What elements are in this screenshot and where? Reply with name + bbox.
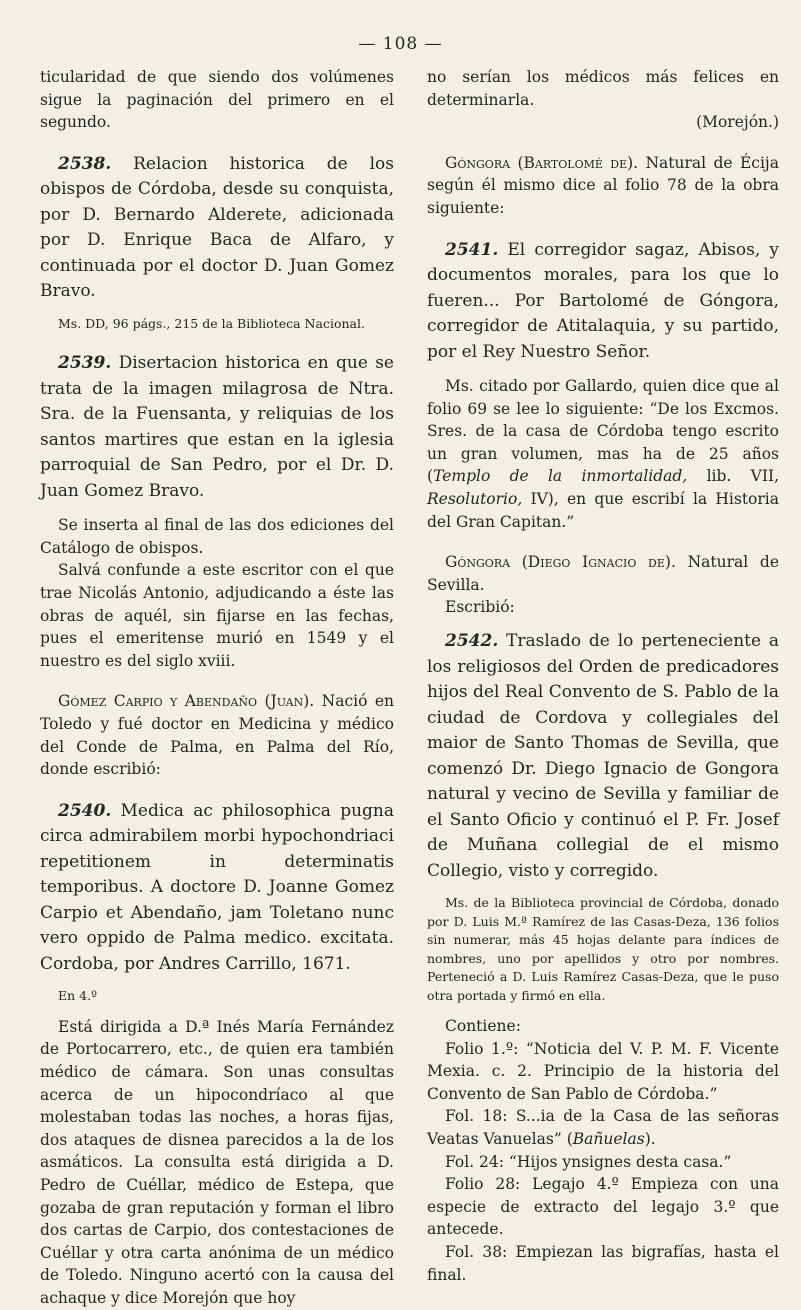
entry-text: Disertacion historica en que se trata de la imagen milagrosa de Ntra. Sra. de la Fuensanta, y reliquias de los santos martires que estan en la iglesia parroquial de San Pedro, por el Dr. D. Juan Gomez Bravo. [40,353,394,501]
folio-text: ). [644,1129,656,1148]
entry-number: 2541. [445,239,499,260]
entry-text: Traslado de lo perteneciente a los religiosos del Orden de predicadores hijos del Real Convento de S. Pablo de la ciudad de Cordova y collegiales del maior de Santo Thomas de Sevilla, que comenzó Dr. Diego Ignacio de Gongora natural y vecino de Sevilla y familiar de el Santo Oficio y continuó el P. Fr. Josef de Muñana collegial de el mismo Collegio, visto y corregido. [427,631,780,881]
entry-2540 [40,799,394,978]
note-paragraph: Salvá confunde a este escritor con el que trae Nicolás Antonio, adjudicando a éste las obras de aquél, sin fijarse en las fechas, pues el emeritense murió en 1549 y el nuestro es del siglo xviii. [40,561,394,670]
note-text: lib. VII, [687,467,779,486]
work-title: Bañuelas [572,1129,645,1148]
continuation-paragraph: no serían los médicos más felices en determinarla. [427,68,779,109]
folio-text: Fol. 18: S...ia de la Casa de las señoras Veatas Vanuelas” ( [427,1107,779,1148]
source-citation: (Morejón.) [696,113,779,132]
author-text: Nació en Toledo y fué doctor en Medicina y médico del Conde de Palma, en Palma del Río, donde escribió: [40,692,394,779]
entry-2542 [427,629,779,884]
folio-item: Fol. 38: Empiezan las bigrafías, hasta el final. [427,1242,779,1284]
note-text: IV), en que escribí la Historia del Gran Capitan.” [427,490,779,531]
left-column [40,66,394,1310]
entry-text: Relacion historica de los obispos de Córdoba, desde su conquista, por D. Bernardo Alderete, adicionada por D. Enrique Baca de Alfaro, y continuada por el doctor D. Juan Gomez Bravo. [40,153,395,302]
entry-number: 2538. [58,153,112,174]
author-name: Gómez Carpio y Abendaño (Juan). [58,692,315,711]
folio-item: Fol. 24: “Hijos ynsignes desta casa.” [445,1152,732,1171]
page-number: — 108 — [358,34,443,54]
author-entry-gongora-bartolome [427,152,779,220]
entry-number: 2540. [58,800,112,821]
escribio-label: Escribió: [445,598,515,617]
author-text: Natural de Écija según él mismo dice al folio 78 de la obra siguiente: [427,153,779,217]
entry-2541 [427,238,779,366]
entry-number: 2542. [445,631,499,651]
author-entry-gomez [40,690,394,780]
continuation-paragraph: ticularidad de que siendo dos volúmenes sigue la paginación del primero en el segundo. [40,68,394,132]
entry-text: El corregidor sagaz, Abisos, y documentos morales, para los que lo fueren... Por Bartolomé de Góngora, corregidor de Atitalaquia, y su partido, por el Rey Nuestro Señor. [427,239,779,362]
right-column [427,66,779,1286]
author-name: Góngora (Bartolomé de). [445,153,639,172]
contents-label: Contiene: [445,1017,521,1035]
note-paragraph: Se inserta al final de las dos ediciones del Catálogo de obispos. [40,516,394,557]
author-name: Góngora (Diego Ignacio de). [445,553,676,572]
note-paragraph: Está dirigida a D.ª Inés María Fernández de Portocarrero, etc., de quien era también médico de cámara. Son unas consultas acerca de un hipocondríaco al que molestaban todas las noches, a horas fijas, dos ataques de disnea parecidos a la de los asmáticos. La consulta está dirigida a D. Pedro de Cuéllar, médico de Estepa, que gozaba de gran reputación y forman el libro dos cartas de Carpio, dos contestaciones de Cuéllar y otra carta anónima de un médico de Toledo. Ninguno acertó con la causa del achaque y dice Morejón que hoy [40,1017,394,1307]
manuscript-note: Ms. de la Biblioteca provincial de Córdoba, donado por D. Luis M.ª Ramírez de las Casas-Deza, 136 folios sin numerar, más 45 hojas delante para índices de nombres, uno por apellidos y otro por nombres. Perteneció a D. Luis Ramírez Casas-Deza, que le puso otra portada y firmó en ella. [427,895,779,1003]
entry-number: 2539. [58,353,112,374]
author-text: Natural de Sevilla. [427,553,779,594]
manuscript-note [427,375,779,533]
folio-item: Folio 28: Legajo 4.º Empieza con una especie de extracto del legajo 3.º que antecede. [427,1175,779,1239]
manuscript-note: Ms. DD, 96 págs., 215 de la Biblioteca Nacional. [58,315,365,331]
work-title: Resolutorio, [427,490,523,509]
work-title: Templo de la inmortalidad, [433,467,688,486]
note-text: Ms. citado por Gallardo, quien dice que al folio 69 se lee lo siguiente: “De los Excmos. Sres. de la casa de Córdoba tengo escrito un gran volumen, mas ha de 25 años ( [427,377,779,486]
entry-text: Medica ac philosophica pugna circa admirabilem morbi hypochondriaci repetitionem in determinatis temporibus. A doctore D. Joanne Gomez Carpio et Abendaño, jam Toletano nunc vero oppido de Palma medico. excitata. Cordoba, por Andres Carrillo, 1671. [40,800,394,974]
folio-item: Folio 1.º: “Noticia del V. P. M. F. Vicente Mexia. c. 2. Principio de la historia del Convento de San Pablo de Córdoba.” [427,1039,779,1103]
folio-item [427,1105,779,1150]
author-entry-gongora-diego [427,551,779,596]
entry-2538 [40,152,394,305]
format-note: En 4.º [58,988,97,1004]
entry-2539 [40,351,394,504]
